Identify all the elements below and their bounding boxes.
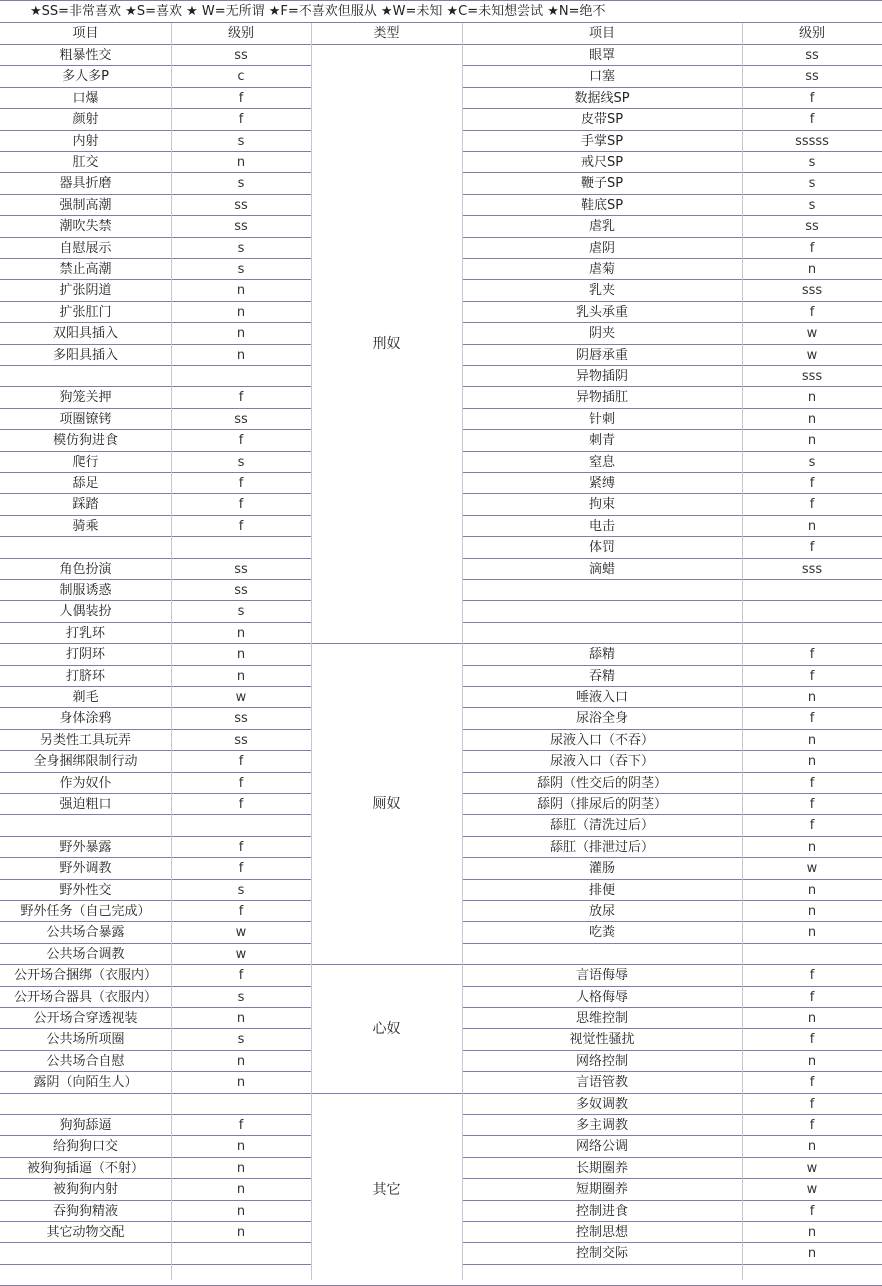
table-row-left-grade: n	[171, 666, 311, 687]
table-row-right-grade: f	[742, 88, 882, 109]
table-row-left-grade: ss	[171, 730, 311, 751]
table-row-right-grade: n	[742, 430, 882, 451]
table-row-left-item: 人偶装扮	[0, 601, 171, 622]
table-row-left-grade: w	[171, 922, 311, 943]
table-row-left-grade: s	[171, 259, 311, 280]
table-row-left-item: 踩踏	[0, 494, 171, 515]
table-row-right-grade: n	[742, 880, 882, 901]
table-row-left-grade: ss	[171, 45, 311, 66]
table-row-left-item: 公共场所项圈	[0, 1029, 171, 1050]
header-grade-left: 级别	[171, 23, 311, 45]
table-row-right-grade: f	[742, 987, 882, 1008]
table-row-right-grade: n	[742, 259, 882, 280]
table-row-left-item: 被狗狗插逼（不射）	[0, 1158, 171, 1179]
column-divider	[171, 23, 172, 1280]
table-row-right-item: 短期圈养	[462, 1179, 742, 1200]
table-row-left-item: 狗笼关押	[0, 387, 171, 408]
table-row-right-grade: f	[742, 666, 882, 687]
table-row-left-item: 打阴环	[0, 644, 171, 665]
table-row-left-item	[0, 537, 171, 558]
table-row-right-item: 网络公调	[462, 1136, 742, 1157]
table-row-right-grade: n	[742, 922, 882, 943]
table-row-right-item: 虐乳	[462, 216, 742, 237]
table-row-left-item: 粗暴性交	[0, 45, 171, 66]
table-row-right-item: 体罚	[462, 537, 742, 558]
table-row-right-grade: n	[742, 751, 882, 772]
table-row-left-grade: n	[171, 1222, 311, 1243]
table-row-right-item: 唾液入口	[462, 687, 742, 708]
table-row-right-grade: w	[742, 858, 882, 879]
table-row-right-item: 言语侮辱	[462, 965, 742, 986]
table-row-right-grade: n	[742, 1222, 882, 1243]
table-row-left-grade: f	[171, 773, 311, 794]
table-row-right-grade: n	[742, 730, 882, 751]
table-row-right-item: 拘束	[462, 494, 742, 515]
table-row-left-grade: c	[171, 66, 311, 87]
table-row-right-item: 控制思想	[462, 1222, 742, 1243]
table-row-right-grade: w	[742, 1179, 882, 1200]
table-row-right-grade: ss	[742, 66, 882, 87]
table-row-left-item: 扩张阴道	[0, 280, 171, 301]
table-row-right-grade: f	[742, 794, 882, 815]
table-row-right-item: 紧缚	[462, 473, 742, 494]
table-row-right-grade: s	[742, 195, 882, 216]
table-row-left-item: 全身捆绑限制行动	[0, 751, 171, 772]
table-row-right-item	[462, 580, 742, 601]
table-row-left-item: 内射	[0, 131, 171, 152]
table-row-left-grade: w	[171, 687, 311, 708]
table-row-right-item: 虐菊	[462, 259, 742, 280]
table-row-left-grade: ss	[171, 216, 311, 237]
type-group-cell: 心奴	[311, 965, 462, 1093]
type-group-cell: 厕奴	[311, 644, 462, 965]
table-row-left-item: 潮吹失禁	[0, 216, 171, 237]
table-row-left-grade: n	[171, 623, 311, 644]
table-row-left-grade: n	[171, 1008, 311, 1029]
table-row-left-grade	[171, 1243, 311, 1264]
table-row-left-grade: f	[171, 837, 311, 858]
table-row-left-item: 给狗狗口交	[0, 1136, 171, 1157]
table-row-right-item: 戒尺SP	[462, 152, 742, 173]
table-row-right-grade: n	[742, 387, 882, 408]
table-row-left-grade: s	[171, 1029, 311, 1050]
table-row-right-grade: f	[742, 644, 882, 665]
table-row-right-item: 尿浴全身	[462, 708, 742, 729]
table-row-left-item: 剃毛	[0, 687, 171, 708]
table-row-left-item: 野外任务（自己完成）	[0, 901, 171, 922]
table-row-right-grade: f	[742, 537, 882, 558]
table-row-left-grade: f	[171, 516, 311, 537]
table-row-left-item: 被狗狗内射	[0, 1179, 171, 1200]
table-row-left-grade: s	[171, 987, 311, 1008]
table-row-left-grade: f	[171, 751, 311, 772]
table-row-left-item: 公共场合暴露	[0, 922, 171, 943]
table-row-left-grade: f	[171, 965, 311, 986]
table-row-left-item: 肛交	[0, 152, 171, 173]
table-row-right-item: 舔肛（排泄过后）	[462, 837, 742, 858]
table-row-left-item: 露阴（向陌生人）	[0, 1072, 171, 1093]
table-row-right-grade	[742, 623, 882, 644]
table-row-left-item: 公共场合自慰	[0, 1051, 171, 1072]
table-row-left-item: 野外调教	[0, 858, 171, 879]
table-row-right-item: 滴蜡	[462, 559, 742, 580]
table-row-left-grade: f	[171, 109, 311, 130]
header-item-right: 项目	[462, 23, 742, 45]
type-group-cell: 其它	[311, 1094, 462, 1286]
table-row-left-grade: n	[171, 302, 311, 323]
table-row-left-grade: n	[171, 1051, 311, 1072]
table-row-right-grade: f	[742, 494, 882, 515]
table-row-right-item: 眼罩	[462, 45, 742, 66]
table-row-left-grade: n	[171, 1072, 311, 1093]
table-row-right-grade: n	[742, 409, 882, 430]
table-row-left-item: 打脐环	[0, 666, 171, 687]
table-row-right-item: 尿液入口（不吞）	[462, 730, 742, 751]
table-row-left-grade: n	[171, 1201, 311, 1222]
table-row-right-item: 多主调教	[462, 1115, 742, 1136]
table-row-right-grade: f	[742, 1094, 882, 1115]
table-row-left-grade: f	[171, 387, 311, 408]
column-divider	[462, 23, 463, 1280]
table-row-right-item: 虐阴	[462, 238, 742, 259]
table-row-right-grade: f	[742, 1201, 882, 1222]
table-row-right-item: 口塞	[462, 66, 742, 87]
table-row-right-item	[462, 601, 742, 622]
table-row-right-item: 鞋底SP	[462, 195, 742, 216]
table-row-right-grade: n	[742, 516, 882, 537]
table-row-left-grade: n	[171, 1136, 311, 1157]
table-row-right-item: 异物插肛	[462, 387, 742, 408]
table-row-left-grade: f	[171, 858, 311, 879]
table-row-left-grade: ss	[171, 708, 311, 729]
table-row-right-item: 灌肠	[462, 858, 742, 879]
table-row-right-item: 吞精	[462, 666, 742, 687]
table-row-right-grade: sss	[742, 559, 882, 580]
table-row-left-grade: s	[171, 238, 311, 259]
table-row-right-grade: f	[742, 1029, 882, 1050]
table-row-left-grade: ss	[171, 195, 311, 216]
table-row-right-item: 手掌SP	[462, 131, 742, 152]
table-row-left-grade: f	[171, 473, 311, 494]
table-row-right-item: 数据线SP	[462, 88, 742, 109]
table-row-right-item: 电击	[462, 516, 742, 537]
table-row-left-item	[0, 1265, 171, 1286]
table-row-right-grade: w	[742, 345, 882, 366]
table-row-left-grade	[171, 815, 311, 836]
table-row-right-grade: f	[742, 815, 882, 836]
table-row-left-item: 双阳具插入	[0, 323, 171, 344]
table-row-left-item: 强迫粗口	[0, 794, 171, 815]
table-row-right-item: 尿液入口（吞下）	[462, 751, 742, 772]
table-row-right-item: 异物插阴	[462, 366, 742, 387]
table-row-right-item: 阴唇承重	[462, 345, 742, 366]
table-row-left-item: 项圈镣铐	[0, 409, 171, 430]
table-row-left-item: 自慰展示	[0, 238, 171, 259]
table-row-left-item: 吞狗狗精液	[0, 1201, 171, 1222]
table-row-right-item: 阴夹	[462, 323, 742, 344]
table-row-right-item: 网络控制	[462, 1051, 742, 1072]
table-row-left-grade: n	[171, 323, 311, 344]
table-row-left-grade: s	[171, 601, 311, 622]
table-row-left-grade: s	[171, 173, 311, 194]
table-row-right-item: 放尿	[462, 901, 742, 922]
table-row-left-grade: n	[171, 644, 311, 665]
header-grade-right: 级别	[742, 23, 882, 45]
table-row-left-item: 野外性交	[0, 880, 171, 901]
table-row-right-item: 吃粪	[462, 922, 742, 943]
table-row-left-item: 身体涂鸦	[0, 708, 171, 729]
table-row-left-item: 打乳环	[0, 623, 171, 644]
table-row-left-item: 禁止高潮	[0, 259, 171, 280]
table-row-right-grade: sss	[742, 366, 882, 387]
table-row-left-item: 爬行	[0, 452, 171, 473]
table-row-left-grade: ss	[171, 409, 311, 430]
table-row-left-item: 另类性工具玩弄	[0, 730, 171, 751]
table-row-right-grade	[742, 580, 882, 601]
table-row-right-grade: s	[742, 152, 882, 173]
header-type: 类型	[311, 23, 462, 45]
table-row-right-grade: f	[742, 473, 882, 494]
table-row-left-item: 公开场合穿透视装	[0, 1008, 171, 1029]
table-row-right-item: 乳头承重	[462, 302, 742, 323]
table-row-left-item: 制服诱惑	[0, 580, 171, 601]
table-row-right-grade: f	[742, 109, 882, 130]
table-row-left-item: 多阳具插入	[0, 345, 171, 366]
table-row-left-item	[0, 1243, 171, 1264]
table-row-left-grade: n	[171, 1179, 311, 1200]
table-row-right-item: 长期圈养	[462, 1158, 742, 1179]
table-row-left-grade: f	[171, 88, 311, 109]
table-row-right-grade: sss	[742, 280, 882, 301]
table-row-right-grade: w	[742, 1158, 882, 1179]
table-row-right-grade: ss	[742, 216, 882, 237]
table-row-right-grade: n	[742, 1008, 882, 1029]
table-row-right-item: 针刺	[462, 409, 742, 430]
table-row-left-item: 扩张肛门	[0, 302, 171, 323]
table-row-right-grade: sssss	[742, 131, 882, 152]
table-row-left-item: 公共场合调教	[0, 944, 171, 965]
table-row-right-grade: n	[742, 1243, 882, 1264]
header-item-left: 项目	[0, 23, 171, 45]
table-row-right-item: 视觉性骚扰	[462, 1029, 742, 1050]
table-row-left-item: 多人多P	[0, 66, 171, 87]
table-row-right-item: 舔阴（排尿后的阴茎）	[462, 794, 742, 815]
table-row-right-grade: f	[742, 773, 882, 794]
table-row-right-item: 鞭子SP	[462, 173, 742, 194]
table-row-left-grade	[171, 1094, 311, 1115]
table-row-right-item	[462, 944, 742, 965]
table-row-right-item: 皮带SP	[462, 109, 742, 130]
table-row-left-grade: n	[171, 280, 311, 301]
table-row-right-item: 舔肛（清洗过后）	[462, 815, 742, 836]
table-row-right-grade: n	[742, 687, 882, 708]
table-row-right-grade: f	[742, 1115, 882, 1136]
table-row-right-item	[462, 1265, 742, 1286]
table-row-left-grade: f	[171, 901, 311, 922]
table-row-left-item	[0, 815, 171, 836]
legend-row: ★SS=非常喜欢 ★S=喜欢 ★ W=无所谓 ★F=不喜欢但服从 ★W=未知 ★C=未知想尝试 ★N=绝不	[0, 0, 882, 23]
table-row-right-grade: n	[742, 1051, 882, 1072]
table-row-left-grade: f	[171, 494, 311, 515]
type-group-cell: 刑奴	[311, 45, 462, 644]
table-row-right-item: 言语管教	[462, 1072, 742, 1093]
table-row-right-grade	[742, 601, 882, 622]
table-row-right-grade: ss	[742, 45, 882, 66]
table-row-left-grade: s	[171, 880, 311, 901]
table-row-left-grade: w	[171, 944, 311, 965]
table-row-left-item: 舔足	[0, 473, 171, 494]
column-divider	[742, 23, 743, 1280]
table-row-left-grade: f	[171, 1115, 311, 1136]
table-row-right-item: 乳夹	[462, 280, 742, 301]
table-row-right-item: 多奴调教	[462, 1094, 742, 1115]
table-row-right-item: 排便	[462, 880, 742, 901]
table-row-left-grade	[171, 537, 311, 558]
table-row-right-grade: n	[742, 901, 882, 922]
table-row-left-grade	[171, 366, 311, 387]
table-row-right-item: 控制交际	[462, 1243, 742, 1264]
table-row-left-item	[0, 366, 171, 387]
table-row-left-item: 野外暴露	[0, 837, 171, 858]
table-row-left-item: 角色扮演	[0, 559, 171, 580]
table-row-right-grade: n	[742, 837, 882, 858]
table-row-left-item: 模仿狗进食	[0, 430, 171, 451]
table-row-left-item: 骑乘	[0, 516, 171, 537]
table-row-right-item: 人格侮辱	[462, 987, 742, 1008]
table-row-left-item: 狗狗舔逼	[0, 1115, 171, 1136]
table-row-left-grade	[171, 1265, 311, 1286]
table-row-left-grade: s	[171, 131, 311, 152]
table-row-left-item: 作为奴仆	[0, 773, 171, 794]
table-row-left-item: 强制高潮	[0, 195, 171, 216]
table-row-right-item: 舔精	[462, 644, 742, 665]
table-row-right-grade: f	[742, 1072, 882, 1093]
table-row-left-grade: n	[171, 152, 311, 173]
table-row-right-grade: s	[742, 173, 882, 194]
table-row-left-grade: s	[171, 452, 311, 473]
table-row-right-grade: f	[742, 238, 882, 259]
table-row-left-grade: ss	[171, 559, 311, 580]
table-row-right-item: 舔阴（性交后的阴茎）	[462, 773, 742, 794]
table-row-left-grade: ss	[171, 580, 311, 601]
table-row-left-grade: n	[171, 345, 311, 366]
table-row-left-grade: n	[171, 1158, 311, 1179]
table-row-left-item: 口爆	[0, 88, 171, 109]
table-row-left-item: 器具折磨	[0, 173, 171, 194]
table-row-right-grade: f	[742, 708, 882, 729]
table-row-right-grade: f	[742, 302, 882, 323]
table-row-right-grade: n	[742, 1136, 882, 1157]
table-row-right-grade	[742, 944, 882, 965]
table-row-right-item: 思维控制	[462, 1008, 742, 1029]
table-row-right-grade	[742, 1265, 882, 1286]
table-row-right-grade: s	[742, 452, 882, 473]
table-row-right-item: 刺青	[462, 430, 742, 451]
table-row-left-item: 其它动物交配	[0, 1222, 171, 1243]
table-row-left-grade: f	[171, 794, 311, 815]
column-divider	[311, 23, 312, 1280]
table-row-left-item: 公开场合器具（衣服内）	[0, 987, 171, 1008]
table-row-right-grade: f	[742, 965, 882, 986]
table-row-right-item: 窒息	[462, 452, 742, 473]
table-row-left-item	[0, 1094, 171, 1115]
table-row-left-grade: f	[171, 430, 311, 451]
table-row-right-item: 控制进食	[462, 1201, 742, 1222]
table-row-left-item: 颜射	[0, 109, 171, 130]
table-row-left-item: 公开场合捆绑（衣服内）	[0, 965, 171, 986]
table-row-right-grade: w	[742, 323, 882, 344]
table-row-right-item	[462, 623, 742, 644]
